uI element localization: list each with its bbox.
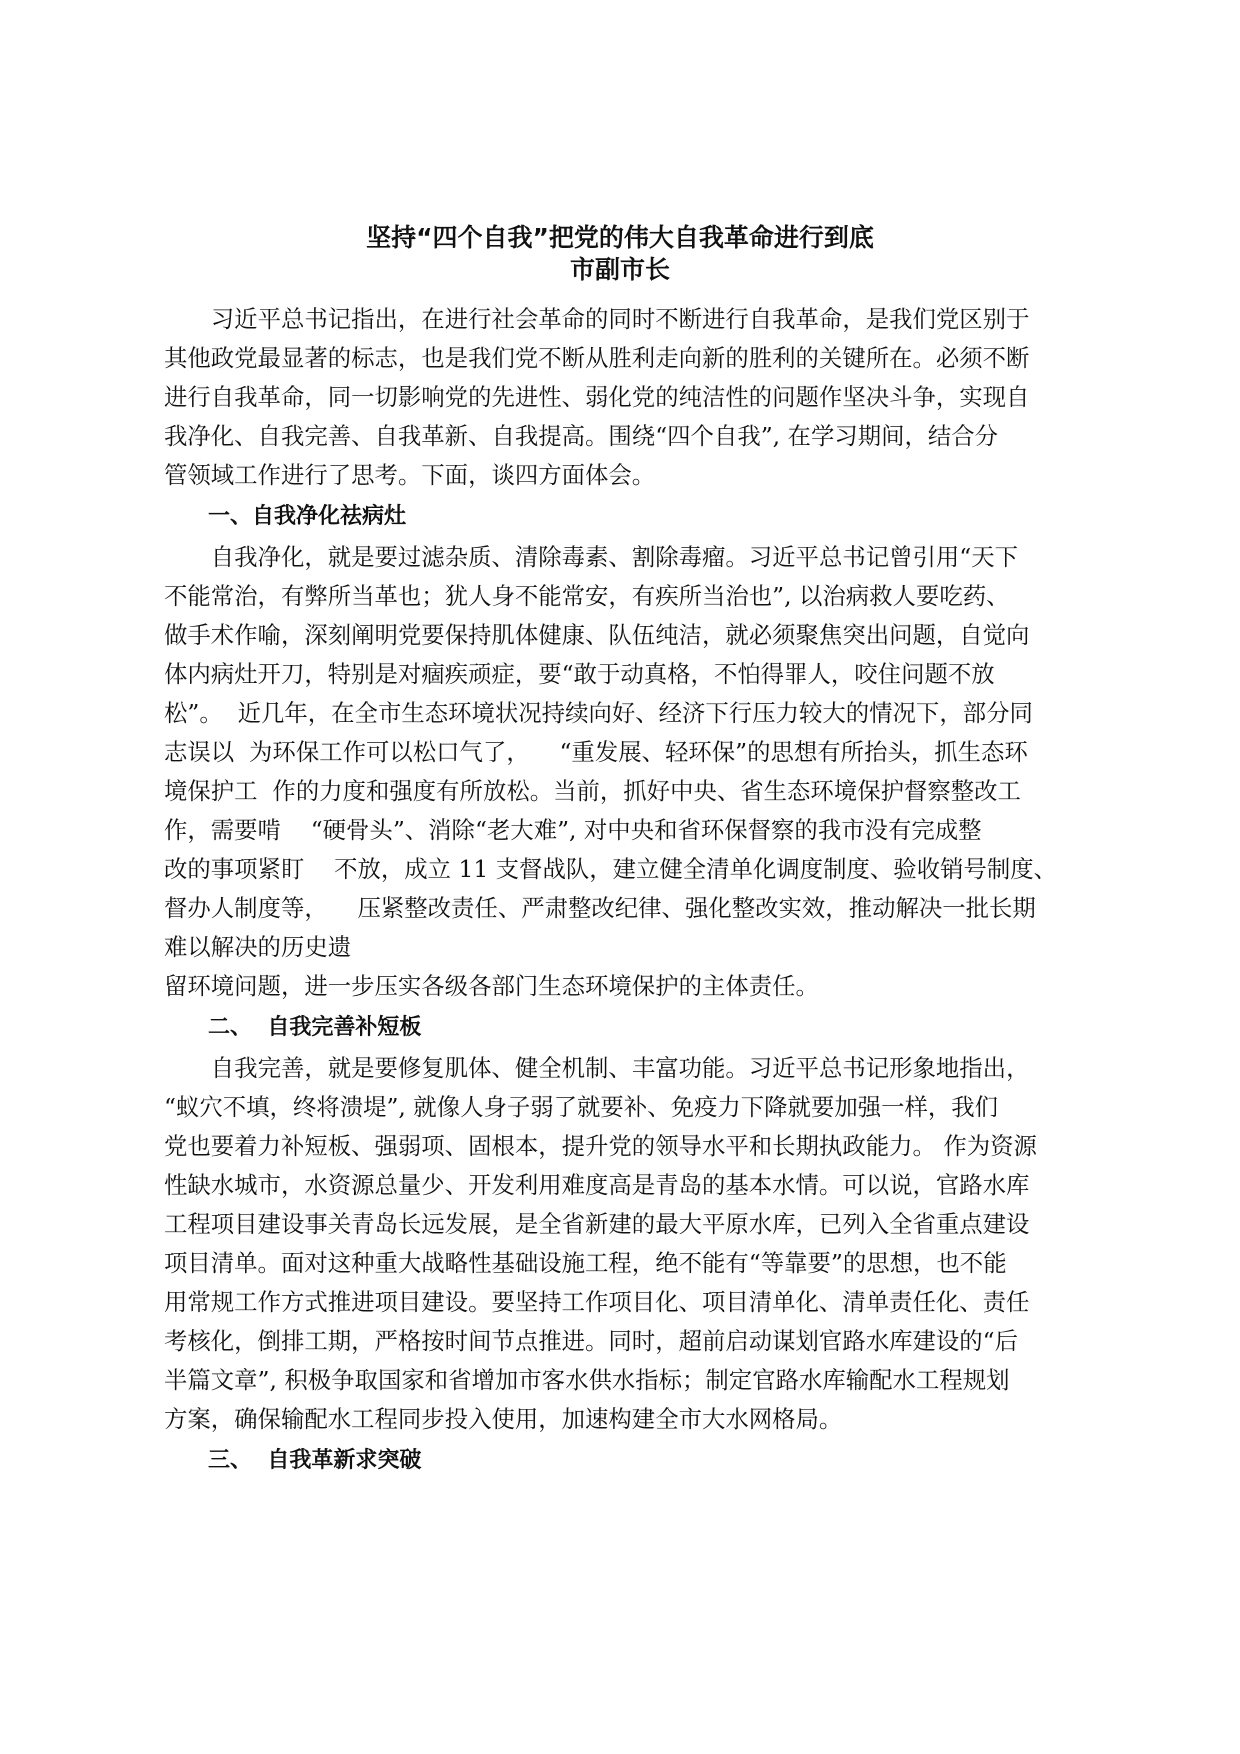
text-line: 其他政党最显著的标志，也是我们党不断从胜利走向新的胜利的关键所在。必须不断 bbox=[164, 344, 1030, 372]
text-line: 进行自我革命，同一切影响党的先进性、弱化党的纯洁性的问题作坚决斗争，实现自 bbox=[164, 383, 1030, 411]
document-body bbox=[164, 300, 1082, 1482]
document-title: 坚持“四个自我”把党的伟大自我革命进行到底 bbox=[366, 223, 874, 252]
text-line: 管领域工作进行了思考。下面，谈四方面体会。 bbox=[164, 461, 656, 489]
text-line: 项目清单。面对这种重大战略性基础设施工程，绝不能有“等靠要”的思想，也不能 bbox=[164, 1249, 1007, 1277]
text-line: 不能常治，有弊所当革也；犹人身不能常安，有疾所当治也”, 以治病救人要吃药、 bbox=[164, 582, 1010, 610]
intro-paragraph bbox=[164, 300, 1082, 495]
section1-tail bbox=[164, 967, 1082, 1006]
text-line: 体内病灶开刀，特别是对痼疾顽症，要“敢于动真格，不怕得罪人，咬住问题不放 bbox=[164, 660, 995, 688]
section2-paragraph bbox=[164, 1049, 1082, 1439]
text-line: 自我净化，就是要过滤杂质、清除毒素、割除毒瘤。习近平总书记曾引用“天下 bbox=[210, 543, 1019, 571]
text-line: 志误以 为环保工作可以松口气了， “重发展、轻环保”的思想有所抬头，抓生态环 bbox=[164, 738, 1028, 766]
section-heading-2: 二、 自我完善补短板 bbox=[208, 1015, 422, 1040]
text-line: 考核化，倒排工期，严格按时间节点推进。同时，超前启动谋划官路水库建设的“后 bbox=[164, 1327, 1019, 1355]
section1-paragraph bbox=[164, 538, 1082, 967]
section-heading-3: 三、 自我革新求突破 bbox=[208, 1448, 422, 1473]
text-line: 留环境问题，进一步压实各级各部门生态环境保护的主体责任。 bbox=[164, 972, 819, 1000]
text-line: 党也要着力补短板、强弱项、固根本，提升党的领导水平和长期执政能力。 作为资源 bbox=[164, 1132, 1037, 1160]
text-line: 习近平总书记指出，在进行社会革命的同时不断进行自我革命，是我们党区别于 bbox=[210, 305, 1030, 333]
text-line: “蚁穴不填，终将溃堤”, 就像人身子弱了就要补、免疫力下降就要加强一样，我们 bbox=[164, 1093, 999, 1121]
section-heading-1: 一、自我净化祛病灶 bbox=[208, 504, 407, 529]
document-author: 市副市长 bbox=[569, 255, 670, 284]
text-line: 方案，确保输配水工程同步投入使用，加速构建全市大水网格局。 bbox=[164, 1405, 843, 1433]
text-line: 用常规工作方式推进项目建设。要坚持工作项目化、项目清单化、清单责任化、责任 bbox=[164, 1288, 1030, 1316]
text-line: 作，需要啃 “硬骨头”、消除“老大难”, 对中央和省环保督察的我市没有完成整 bbox=[164, 816, 982, 844]
text-line: 性缺水城市，水资源总量少、开发利用难度高是青岛的基本水情。可以说，官路水库 bbox=[164, 1171, 1030, 1199]
text-line: 半篇文章”, 积极争取国家和省增加市客水供水指标；制定官路水库输配水工程规划 bbox=[164, 1366, 1010, 1394]
text-line: 督办人制度等， 压紧整改责任、严肃整改纪律、强化整改实效，推动解决一批长期 bbox=[164, 894, 1036, 922]
text-line: 改的事项紧盯 不放，成立 11 支督战队，建立健全清单化调度制度、验收销号制度、 bbox=[164, 855, 1058, 883]
text-line: 境保护工 作的力度和强度有所放松。当前，抓好中央、省生态环境保护督察整改工 bbox=[164, 777, 1021, 805]
text-line: 松”。 近几年，在全市生态环境状况持续向好、经济下行压力较大的情况下，部分同 bbox=[164, 699, 1033, 727]
text-line: 难以解决的历史遗 bbox=[164, 933, 352, 961]
text-line: 工程项目建设事关青岛长远发展，是全省新建的最大平原水库，已列入全省重点建设 bbox=[164, 1210, 1030, 1238]
text-line: 我净化、自我完善、自我革新、自我提高。围绕“四个自我”, 在学习期间，结合分 bbox=[164, 422, 999, 450]
text-line: 做手术作喻，深刻阐明党要保持肌体健康、队伍纯洁，就必须聚焦突出问题，自觉向 bbox=[164, 621, 1030, 649]
text-line: 自我完善，就是要修复肌体、健全机制、丰富功能。习近平总书记形象地指出， bbox=[210, 1054, 1030, 1082]
